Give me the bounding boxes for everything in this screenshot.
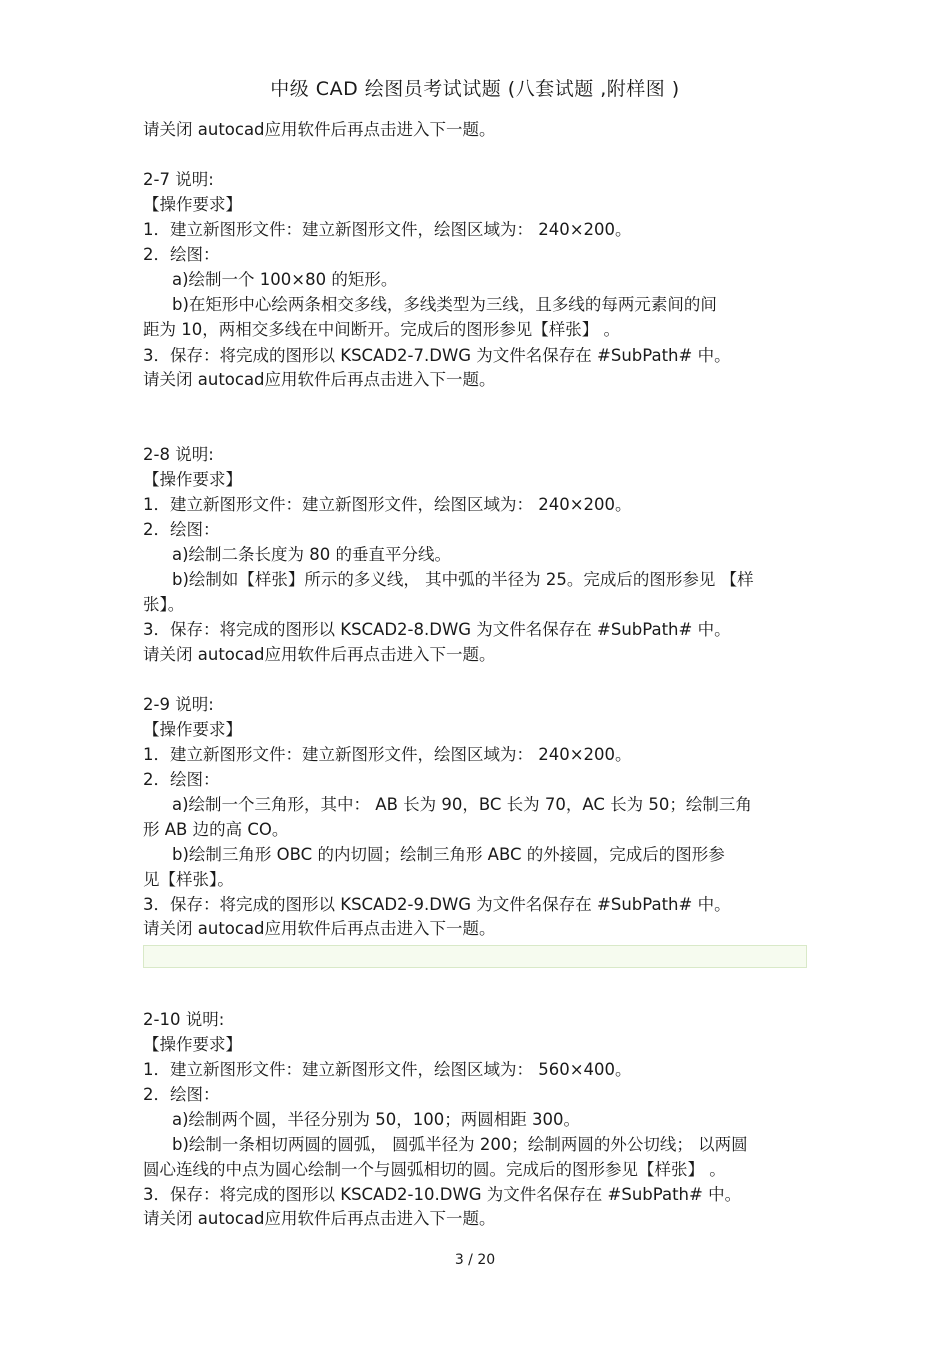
step-create-file: 1．建立新图形文件：建立新图形文件，绘图区域为： 240×200。 xyxy=(143,745,632,764)
step-create-file: 1．建立新图形文件：建立新图形文件，绘图区域为： 560×400。 xyxy=(143,1060,632,1079)
step-draw: 2．绘图： xyxy=(143,520,220,539)
section-heading: 2-9 说明: xyxy=(143,695,214,714)
intro-instruction: 请关闭 autocad应用软件后再点击进入下一题。 xyxy=(143,120,496,139)
close-instruction: 请关闭 autocad应用软件后再点击进入下一题。 xyxy=(143,370,496,389)
requirements-label: 【操作要求】 xyxy=(143,470,242,489)
draw-item-a: a)绘制一个三角形，其中： AB 长为 90，BC 长为 70，AC 长为 50；绘制三角 xyxy=(172,795,752,814)
draw-item-b: b)绘制一条相切两圆的圆弧， 圆弧半径为 200；绘制两圆的外公切线； 以两圆 xyxy=(172,1135,748,1154)
step-save: 3．保存：将完成的图形以 KSCAD2-10.DWG 为文件名保存在 #SubPath# 中。 xyxy=(143,1185,742,1204)
section-heading: 2-10 说明: xyxy=(143,1010,225,1029)
draw-item-a: a)绘制两个圆，半径分别为 50，100；两圆相距 300。 xyxy=(172,1110,581,1129)
draw-item-b: b)绘制三角形 OBC 的内切圆；绘制三角形 ABC 的外接圆，完成后的图形参 xyxy=(172,845,725,864)
step-create-file: 1．建立新图形文件：建立新图形文件，绘图区域为： 240×200。 xyxy=(143,220,632,239)
draw-item-a-cont: 形 AB 边的高 CO。 xyxy=(143,820,289,839)
draw-item-b-cont: 见【样张】。 xyxy=(143,870,234,889)
requirements-label: 【操作要求】 xyxy=(143,720,242,739)
requirements-label: 【操作要求】 xyxy=(143,1035,242,1054)
step-create-file: 1．建立新图形文件：建立新图形文件，绘图区域为： 240×200。 xyxy=(143,495,632,514)
requirements-label: 【操作要求】 xyxy=(143,195,242,214)
step-draw: 2．绘图： xyxy=(143,245,220,264)
step-draw: 2．绘图： xyxy=(143,1085,220,1104)
draw-item-a: a)绘制二条长度为 80 的垂直平分线。 xyxy=(172,545,452,564)
close-instruction: 请关闭 autocad应用软件后再点击进入下一题。 xyxy=(143,1209,496,1228)
page-header-title: 中级 CAD 绘图员考试试题 (八套试题 ,附样图 ) xyxy=(270,78,680,100)
section-heading: 2-7 说明: xyxy=(143,170,214,189)
step-save: 3．保存：将完成的图形以 KSCAD2-7.DWG 为文件名保存在 #SubPath# 中。 xyxy=(143,346,731,365)
close-instruction: 请关闭 autocad应用软件后再点击进入下一题。 xyxy=(143,919,496,938)
draw-item-b: b)绘制如【样张】所示的多义线， 其中弧的半径为 25。完成后的图形参见 【样 xyxy=(172,570,754,589)
draw-item-b-cont: 张】。 xyxy=(143,595,185,614)
draw-item-b-cont: 距为 10，两相交多线在中间断开。完成后的图形参见【样张】 。 xyxy=(143,320,620,339)
close-instruction: 请关闭 autocad应用软件后再点击进入下一题。 xyxy=(143,645,496,664)
draw-item-b-cont: 圆心连线的中点为圆心绘制一个与圆弧相切的圆。完成后的图形参见【样张】 。 xyxy=(143,1160,726,1179)
draw-item-b: b)在矩形中心绘两条相交多线，多线类型为三线，且多线的每两元素间的间 xyxy=(172,295,717,314)
highlight-band xyxy=(143,945,807,968)
step-draw: 2．绘图： xyxy=(143,770,220,789)
draw-item-a: a)绘制一个 100×80 的矩形。 xyxy=(172,270,398,289)
section-heading: 2-8 说明: xyxy=(143,445,214,464)
step-save: 3．保存：将完成的图形以 KSCAD2-9.DWG 为文件名保存在 #SubPath# 中。 xyxy=(143,895,731,914)
step-save: 3．保存：将完成的图形以 KSCAD2-8.DWG 为文件名保存在 #SubPath# 中。 xyxy=(143,620,731,639)
page-number: 3 / 20 xyxy=(454,1252,496,1268)
